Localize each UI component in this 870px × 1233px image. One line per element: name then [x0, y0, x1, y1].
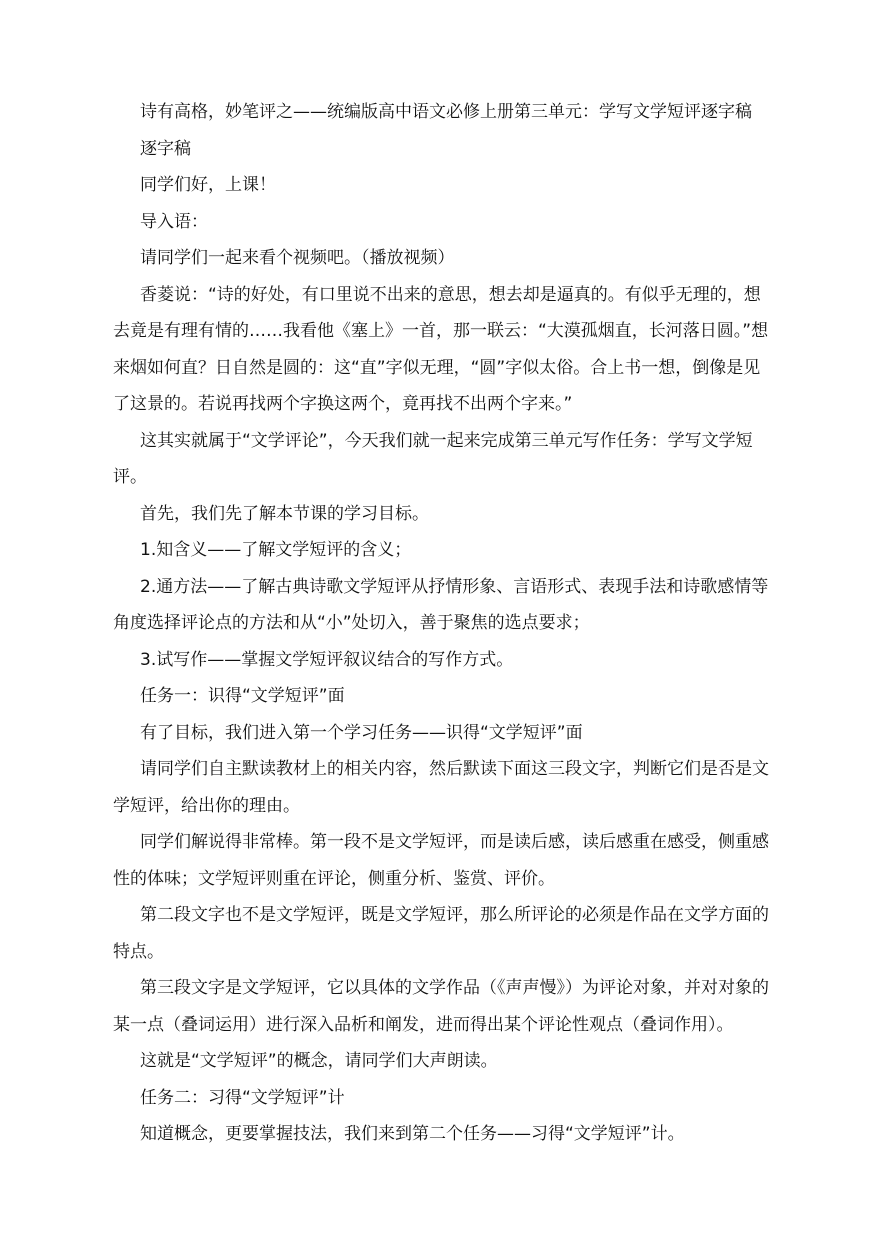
section-heading: 任务二：习得“文学短评”计	[140, 1087, 345, 1108]
section-heading: 任务一：识得“文学短评”面	[140, 686, 345, 706]
paragraph: 导入语：	[140, 211, 208, 232]
paragraph: 这其实就属于“文学评论”，今天我们就一起来完成第三单元写作任务：学写文学短评。	[113, 430, 753, 487]
paragraph: 这就是“文学短评”的概念，请同学们大声朗读。	[140, 1051, 498, 1071]
paragraph: 同学们解说得非常棒。第一段不是文学短评，而是读后感，读后感重在感受，侧重感性的体味；文学短评则重在评论，侧重分析、鉴赏、评价。	[113, 832, 769, 889]
document-body	[113, 94, 769, 1153]
paragraph: 逐字稿	[140, 138, 191, 159]
paragraph: 第二段文字也不是文学短评，既是文学短评，那么所评论的必须是作品在文学方面的特点。	[113, 905, 769, 962]
paragraph: 2.通方法——了解古典诗歌文学短评从抒情形象、言语形式、表现手法和诗歌感情等角度选择评论点的方法和从“小”处切入，善于聚焦的选点要求；	[113, 576, 769, 633]
paragraph: 知道概念，更要掌握技法，我们来到第二个任务——习得“文学短评”计。	[140, 1124, 685, 1144]
paragraph: 1.知含义——了解文学短评的含义；	[140, 540, 412, 560]
paragraph: 请同学们一起来看个视频吧。（播放视频）	[140, 248, 455, 268]
paragraph: 同学们好，上课！	[140, 175, 276, 195]
paragraph: 请同学们自主默读教材上的相关内容，然后默读下面这三段文字，判断它们是否是文学短评，给出你的理由。	[113, 759, 769, 816]
paragraph: 有了目标，我们进入第一个学习任务——识得“文学短评”面	[140, 722, 583, 743]
paragraph: 第三段文字是文学短评，它以具体的文学作品（《声声慢》）为评论对象，并对对象的某一点（叠词运用）进行深入品析和阐发，进而得出某个评论性观点（叠词作用）。	[113, 978, 769, 1035]
paragraph: 香菱说：“诗的好处，有口里说不出来的意思，想去却是逼真的。有似乎无理的，想去竟是有理有情的……我看他《塞上》一首，那一联云：“大漠孤烟直，长河落日圆。”想来烟如何直？日自然是圆的：这“直”字似无理，“圆”字似太俗。合上书一想，倒像是见了这景的。若说再找两个字换这两个，竟再找不出两个字来。”	[113, 284, 769, 414]
paragraph: 首先，我们先了解本节课的学习目标。	[140, 503, 429, 524]
document-title: 诗有高格，妙笔评之——统编版高中语文必修上册第三单元：学写文学短评逐字稿	[140, 102, 752, 122]
paragraph: 3.试写作——掌握文学短评叙议结合的写作方式。	[140, 649, 514, 670]
